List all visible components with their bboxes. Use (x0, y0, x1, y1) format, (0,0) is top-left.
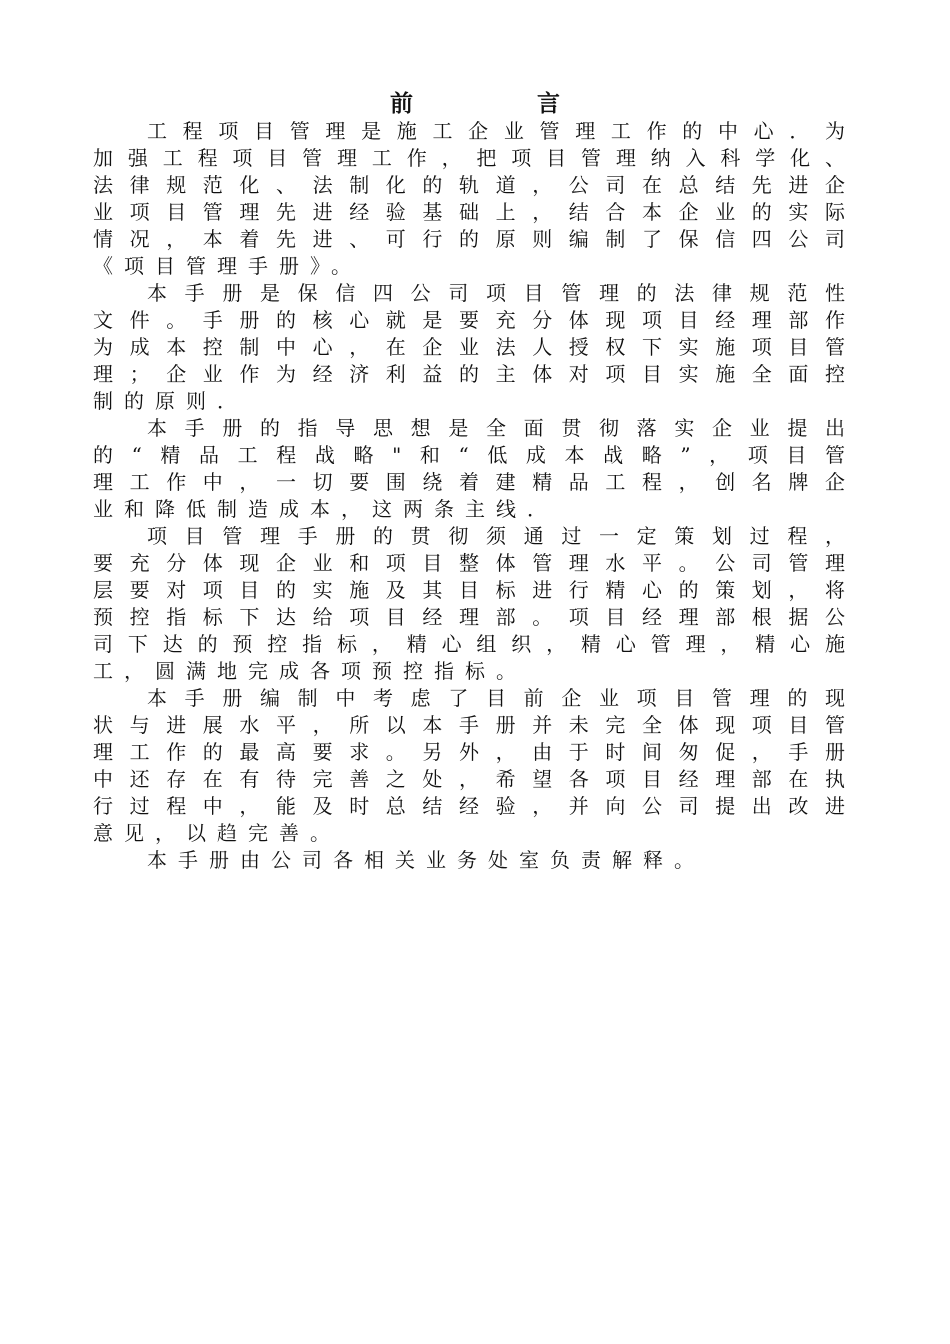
text-line: 业和降低制造成本，这两条主线． (93, 497, 558, 521)
paragraph-3 (93, 415, 845, 523)
paragraph-2 (93, 280, 845, 415)
text-line: 为成本控制中心，在企业法人授权下实施项目管 (93, 335, 845, 359)
text-line: 项目管理手册的贯彻须通过一定策划过程， (147, 524, 845, 548)
text-line: 中还存在有待完善之处，希望各项目经理部在执 (93, 767, 845, 791)
text-line: 加强工程项目管理工作，把项目管理纳入科学化、 (93, 146, 845, 170)
text-line: 本手册编制中考虑了目前企业项目管理的现 (147, 686, 845, 710)
paragraph-4 (93, 523, 845, 685)
text-line: 要充分体现企业和项目整体管理水平。公司管理 (93, 551, 845, 575)
text-line: 工程项目管理是施工企业管理工作的中心．为 (147, 119, 845, 143)
text-line: 本手册由公司各相关业务处室负责解释。 (147, 848, 705, 872)
text-line: 理工作的最高要求。另外，由于时间匆促，手册 (93, 740, 845, 764)
text-line: 法律规范化、法制化的轨道，公司在总结先进企 (93, 173, 845, 197)
paragraph-5 (93, 685, 845, 847)
text-line: 制的原则． (93, 389, 248, 413)
preface-body (93, 118, 845, 874)
text-line: 本手册是保信四公司项目管理的法律规范性 (147, 281, 845, 305)
text-line: 预控指标下达给项目经理部。项目经理部根据公 (93, 605, 845, 629)
text-line: 理；企业作为经济利益的主体对项目实施全面控 (93, 362, 845, 386)
text-line: 司下达的预控指标，精心组织，精心管理，精心施 (93, 632, 845, 656)
text-line: 的“精品工程战略"和“低成本战略”，项目管 (93, 443, 845, 467)
text-line: 《项目管理手册》。 (93, 254, 362, 278)
text-line: 理工作中，一切要围绕着建精品工程，创名牌企 (93, 470, 845, 494)
text-line: 意见，以趋完善。 (93, 821, 341, 845)
text-line: 行过程中，能及时总结经验，并向公司提出改进 (93, 794, 845, 818)
text-line: 情况，本着先进、可行的原则编制了保信四公司 (93, 227, 845, 251)
page-title: 前 言 (389, 90, 618, 117)
text-line: 工，圆满地完成各项预控指标。 (93, 659, 527, 683)
text-line: 层要对项目的实施及其目标进行精心的策划，将 (93, 578, 845, 602)
text-line: 本手册的指导思想是全面贯彻落实企业提出 (147, 416, 845, 440)
paragraph-6 (93, 847, 845, 874)
text-line: 状与进展水平，所以本手册并未完全体现项目管 (93, 713, 845, 737)
paragraph-1 (93, 118, 845, 280)
text-line: 文件。手册的核心就是要充分体现项目经理部作 (93, 308, 845, 332)
text-line: 业项目管理先进经验基础上，结合本企业的实际 (93, 200, 845, 224)
